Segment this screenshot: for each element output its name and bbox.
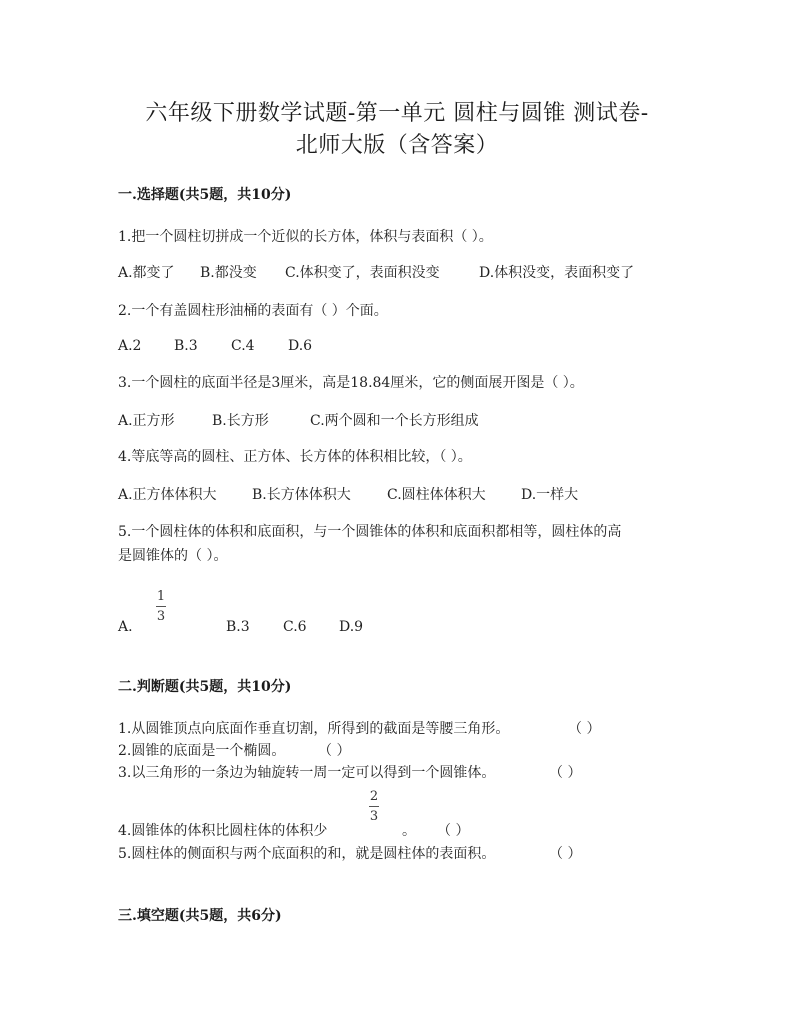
judge-q2-answer-blank: （ ） <box>318 743 351 759</box>
judge-q5-answer-blank: （ ） <box>549 846 582 862</box>
choice-q3-option-b: B.长方形 <box>212 413 269 429</box>
judge-q5-text: 5.圆柱体的侧面积与两个底面积的和，就是圆柱体的表面积。 <box>118 846 496 862</box>
choice-q5-option-c: C.6 <box>283 619 307 635</box>
choice-q1-text: 1.把一个圆柱切拼成一个近似的长方体，体积与表面积（ ）。 <box>118 229 493 245</box>
choice-q2-option-b: B.3 <box>174 338 198 354</box>
choice-q3-text: 3.一个圆柱的底面半径是3厘米，高是18.84厘米，它的侧面展开图是（ ）。 <box>118 375 584 391</box>
judge-q1-answer-blank: （ ） <box>568 721 601 737</box>
section-judge-heading: 二.判断题(共5题，共10分) <box>118 679 292 695</box>
choice-q5-option-a-label: A. <box>118 619 133 635</box>
judge-q4-tail: 。 <box>402 823 416 839</box>
fraction-bar <box>156 606 166 607</box>
choice-q2-text: 2.一个有盖圆柱形油桶的表面有（ ）个面。 <box>118 303 388 319</box>
choice-q3-option-a: A.正方形 <box>118 413 175 429</box>
section-choice-heading: 一.选择题(共5题，共10分) <box>118 187 292 203</box>
choice-q2-option-c: C.4 <box>231 338 255 354</box>
choice-q4-option-c: C.圆柱体体积大 <box>387 487 486 503</box>
choice-q1-option-c: C.体积变了，表面积没变 <box>285 265 440 281</box>
page-title-line2: 北师大版（含答案） <box>295 133 499 158</box>
fraction-numerator: 2 <box>369 789 379 804</box>
choice-q5-option-d: D.9 <box>339 619 364 635</box>
choice-q1-option-b: B.都没变 <box>200 265 257 281</box>
judge-q3-text: 3.以三角形的一条边为轴旋转一周一定可以得到一个圆锥体。 <box>118 765 496 781</box>
choice-q4-text: 4.等底等高的圆柱、正方体、长方体的体积相比较，（ ）。 <box>118 449 472 465</box>
fraction-numerator: 1 <box>156 589 166 604</box>
choice-q5-text-line2: 是圆锥体的（ ）。 <box>118 548 228 564</box>
fraction-bar <box>369 806 379 807</box>
choice-q1-option-d: D.体积没变，表面积变了 <box>479 265 635 281</box>
choice-q5-option-a-fraction <box>153 589 169 624</box>
choice-q2-option-a: A.2 <box>118 338 142 354</box>
judge-q1-text: 1.从圆锥顶点向底面作垂直切割，所得到的截面是等腰三角形。 <box>118 721 510 737</box>
fraction-denominator: 3 <box>156 609 166 624</box>
judge-q4-text: 4.圆锥体的体积比圆柱体的体积少 <box>118 823 328 839</box>
choice-q4-option-d: D.一样大 <box>521 487 579 503</box>
choice-q4-option-a: A.正方体体积大 <box>118 487 217 503</box>
choice-q4-option-b: B.长方体体积大 <box>252 487 351 503</box>
choice-q2-option-d: D.6 <box>288 338 313 354</box>
choice-q5-text-line1: 5.一个圆柱体的体积和底面积，与一个圆锥体的体积和底面积都相等，圆柱体的高 <box>118 524 622 540</box>
choice-q3-option-c: C.两个圆和一个长方形组成 <box>310 413 479 429</box>
judge-q2-text: 2.圆锥的底面是一个椭圆。 <box>118 743 286 759</box>
judge-q3-answer-blank: （ ） <box>549 765 582 781</box>
choice-q1-option-a: A.都变了 <box>118 265 175 281</box>
choice-q5-option-b: B.3 <box>226 619 250 635</box>
page-title-line1: 六年级下册数学试题-第一单元 圆柱与圆锥 测试卷- <box>145 101 649 126</box>
section-fill-heading: 三.填空题(共5题，共6分) <box>118 908 282 924</box>
judge-q4-fraction <box>366 789 382 824</box>
fraction-denominator: 3 <box>369 809 379 824</box>
judge-q4-answer-blank: （ ） <box>437 823 470 839</box>
